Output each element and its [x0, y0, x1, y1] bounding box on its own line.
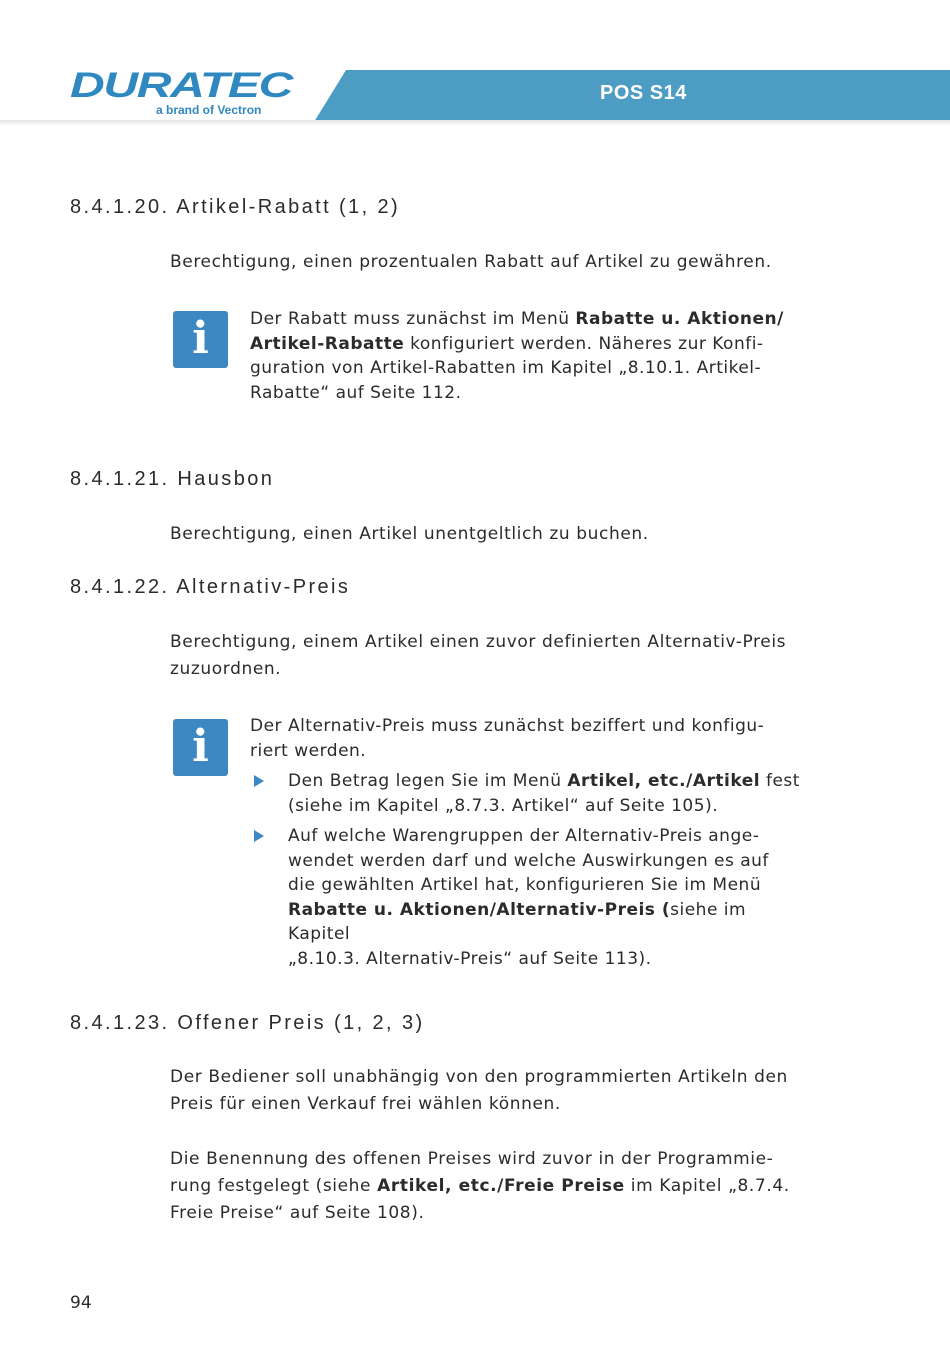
header-divider — [0, 120, 950, 126]
section-heading-hausbon: 8.4.1.21. Hausbon — [70, 468, 275, 490]
section-body: Der Bediener soll unabhängig von den programmierten Artikeln den Preis für einen Verkauf frei wählen können. — [170, 1067, 788, 1114]
section-heading-artikel-rabatt: 8.4.1.20. Artikel-Rabatt (1, 2) — [70, 196, 401, 218]
note-line: Rabatte“ auf Seite 112. — [250, 382, 462, 403]
bullet-arrow-icon — [254, 830, 264, 842]
section-heading-offener-preis: 8.4.1.23. Offener Preis (1, 2, 3) — [70, 1012, 425, 1034]
note-line: riert werden. — [250, 740, 367, 761]
note-line: Der Rabatt muss zunächst im Menü Rabatte u. Aktionen/ — [250, 309, 784, 329]
page-header — [0, 0, 950, 135]
duratec-logo — [70, 68, 296, 100]
info-note — [250, 714, 810, 763]
section-heading-alternativ-preis: 8.4.1.22. Alternativ-Preis — [70, 576, 351, 598]
logo-wordmark: DURATEC — [70, 68, 295, 100]
info-icon: i — [173, 311, 228, 368]
section-body: Berechtigung, einem Artikel einen zuvor definierten Alternativ-Preis zuzuordnen. — [170, 632, 787, 679]
info-note — [250, 307, 810, 405]
note-line: Der Alternativ-Preis muss zunächst beziffert und konfigu- — [250, 716, 765, 736]
product-title: POS S14 — [600, 82, 687, 104]
info-icon: i — [173, 719, 228, 776]
note-line: guration von Artikel-Rabatten im Kapitel „8.10.1. Artikel- — [250, 358, 762, 378]
page-number: 94 — [70, 1293, 92, 1313]
section-body: Die Benennung des offenen Preises wird zuvor in der Programmie- rung festgelegt (siehe Artikel, etc./Freie Preise im Kapitel „8.7.4. Freie Preise“ auf Seite 108). — [170, 1149, 790, 1223]
note-line: Artikel-Rabatte konfiguriert werden. Näheres zur Konfi- — [250, 333, 764, 354]
logo-tagline: a brand of Vectron — [156, 103, 262, 117]
bullet-arrow-icon — [254, 775, 264, 787]
section-body: Berechtigung, einen Artikel unentgeltlich zu buchen. — [170, 524, 649, 544]
section-body: Berechtigung, einen prozentualen Rabatt auf Artikel zu gewähren. — [170, 252, 772, 272]
